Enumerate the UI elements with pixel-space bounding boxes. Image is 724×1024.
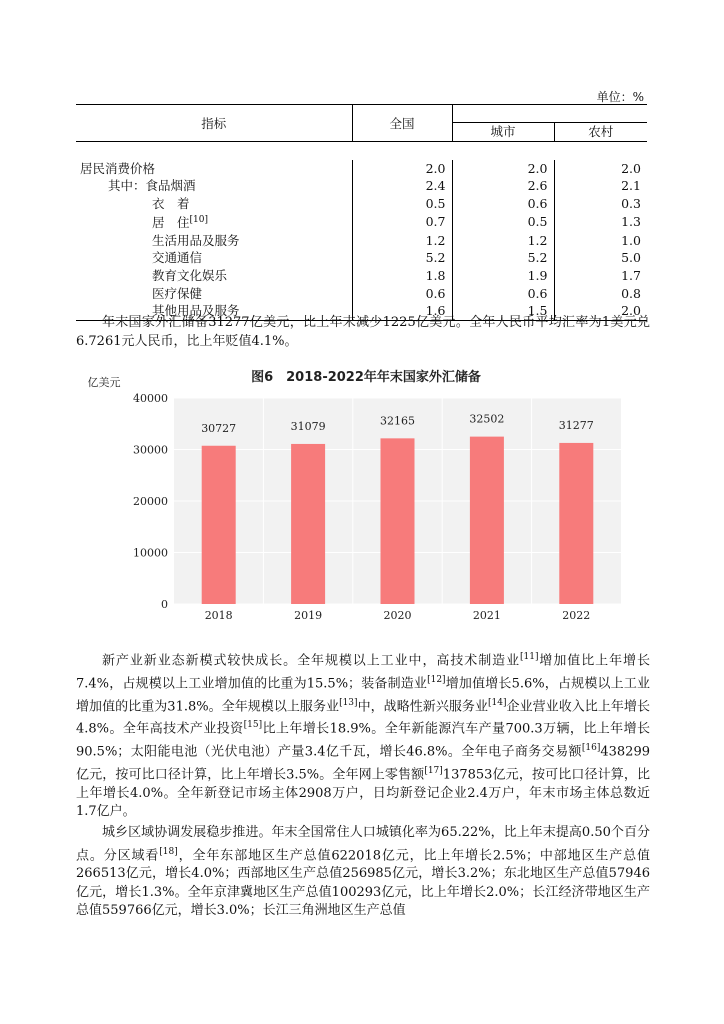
data-label: 32502	[469, 412, 505, 426]
cell-urban: 0.5	[452, 212, 554, 231]
table-row	[76, 177, 647, 195]
chart-y-axis-label: 亿美元	[87, 376, 121, 389]
data-label: 31277	[558, 418, 594, 432]
chart-svg	[76, 366, 650, 628]
paragraph-text: 增加值增长5.6%，占规模以上工业增加值的比重为31.8%。全年规模以上服务业	[76, 676, 650, 714]
bar-2018	[202, 446, 236, 604]
cell-national: 1.8	[352, 267, 452, 285]
paragraph-forex	[76, 314, 650, 351]
cell-urban: 2.0	[452, 160, 554, 178]
footnote-ref: [12]	[427, 674, 446, 685]
cell-urban: 0.6	[452, 284, 554, 302]
y-tick-label: 0	[161, 598, 168, 611]
paragraph-text: 比上年增长18.9%。全年新能源汽车产量700.3万辆，比上年增长90.5%；太阳能电池（光伏电池）产量3.4亿千瓦，增长46.8%。全年电子商务交易额	[76, 721, 651, 760]
cell-national: 2.0	[352, 160, 452, 178]
cell-urban: 1.2	[452, 232, 554, 250]
table-row	[76, 267, 647, 285]
bar-2022	[559, 443, 593, 604]
x-tick-label: 2020	[383, 609, 412, 622]
cell-urban: 1.5	[452, 302, 554, 320]
y-tick-label: 30000	[133, 443, 168, 457]
cell-national: 0.5	[352, 195, 452, 213]
footnote-ref: [18]	[159, 846, 178, 857]
paragraph-text: 中，战略性新兴服务业	[357, 698, 489, 714]
cell-urban: 1.9	[452, 267, 554, 285]
paragraph-text: 增加值比上年增长7.4%，占规模以上工业增加值的比重为15.5%；装备制造业	[76, 653, 650, 692]
row-name: 其他用品及服务	[76, 302, 352, 320]
row-name: 其中：食品烟酒	[76, 177, 352, 195]
cpi-table	[76, 104, 647, 321]
bar-2019	[291, 444, 325, 604]
cell-national: 0.7	[352, 212, 452, 231]
header-indicator: 指标	[76, 105, 352, 142]
cell-urban: 2.6	[452, 177, 554, 195]
paragraph-text: 年末国家外汇储备31277亿美元，比上年末减少1225亿美元。全年人民币平均汇率为1美元兑6.7261元人民币，比上年贬值4.1%。	[76, 315, 650, 349]
footnote-ref: [13]	[339, 697, 358, 708]
y-tick-label: 40000	[133, 392, 168, 405]
footnote-ref: [10]	[189, 215, 208, 226]
cell-national: 1.2	[352, 232, 452, 250]
data-label: 30727	[201, 421, 237, 435]
cell-rural: 1.7	[621, 268, 641, 284]
y-tick-label: 10000	[133, 546, 168, 560]
bar-2021	[470, 437, 504, 604]
y-tick-label: 20000	[133, 495, 168, 508]
chart-title: 图6 2018-2022年年末国家外汇储备	[251, 370, 481, 385]
footnote-ref: [17]	[424, 766, 443, 777]
x-tick-label: 2019	[294, 609, 323, 622]
table-row	[76, 249, 647, 267]
paragraph-text: 137853亿元，按可比口径计算，比上年增长4.0%。全年新登记市场主体2908万户，日均新登记企业2.4万户，年末市场主体总数近1.7亿户。	[76, 767, 650, 820]
cell-rural: 1.0	[621, 232, 641, 248]
x-tick-label: 2021	[472, 609, 501, 622]
paragraph-text: 企业营业收入比上年增长4.8%。全年高技术产业投资	[76, 698, 650, 737]
header-national: 全国	[352, 105, 452, 142]
cell-urban: 0.6	[452, 195, 554, 213]
header-urban: 城市	[452, 122, 554, 141]
cell-rural: 2.0	[621, 303, 641, 319]
row-name: 生活用品及服务	[76, 232, 352, 250]
row-name: 衣 着	[76, 195, 352, 213]
footnote-ref: [15]	[243, 720, 263, 731]
cell-urban: 5.2	[452, 249, 554, 267]
table-row	[76, 232, 647, 250]
table-row	[76, 284, 647, 302]
cell-rural: 0.3	[621, 196, 641, 212]
cell-rural: 0.8	[621, 285, 641, 301]
cell-national: 2.4	[352, 177, 452, 195]
row-name: 教育文化娱乐	[76, 267, 352, 285]
paragraph-text: 城乡区域协调发展稳步推进。年末全国常住人口城镇化率为65.22%，比上年末提高0.50个百分点。分区域看	[76, 825, 650, 863]
row-name: 医疗保健	[76, 284, 352, 302]
cell-national: 1.6	[352, 302, 452, 320]
paragraph-text: ，全年东部地区生产总值622018亿元，比上年增长2.5%；中部地区生产总值266513亿元，增长4.0%；西部地区生产总值256985亿元，增长3.2%；东北地区生产总值57946亿元，增长1.3%。全年京津冀地区生产总值100293亿元，比上年增长2.0%；长江经济带地区生产总值559766亿元，增长3.0%；长江三角洲地区生产总值	[76, 847, 650, 919]
table-unit-label: 单位：%	[596, 90, 644, 104]
paragraph-text: 新产业新业态新模式较快成长。全年规模以上工业中，高技术制造业	[102, 653, 521, 669]
x-tick-label: 2018	[204, 609, 233, 622]
header-rural: 农村	[554, 122, 647, 141]
cell-national: 5.2	[352, 249, 452, 267]
paragraph-text: 438299亿元，按可比口径计算，比上年增长3.5%。全年网上零售额	[76, 744, 650, 783]
table-row	[76, 212, 647, 231]
row-name: 居 住	[152, 215, 190, 231]
table-row	[76, 195, 647, 213]
table-row	[76, 160, 647, 178]
bar-2020	[381, 438, 415, 604]
row-name: 居民消费价格	[76, 160, 352, 178]
paragraph-new-industries	[76, 648, 650, 822]
data-label: 32165	[380, 414, 415, 428]
cell-rural: 2.1	[621, 178, 641, 194]
cell-national: 0.6	[352, 284, 452, 302]
row-name: 交通通信	[76, 249, 352, 267]
data-label: 31079	[290, 419, 326, 433]
forex-reserve-chart	[76, 366, 650, 632]
cell-rural: 1.3	[621, 214, 641, 230]
footnote-ref: [14]	[488, 697, 507, 708]
cell-rural: 5.0	[621, 250, 641, 266]
footnote-ref: [11]	[520, 652, 539, 662]
x-tick-label: 2022	[562, 609, 591, 622]
paragraph-regional	[76, 824, 650, 921]
cell-rural: 2.0	[621, 160, 641, 176]
footnote-ref: [16]	[581, 743, 601, 754]
